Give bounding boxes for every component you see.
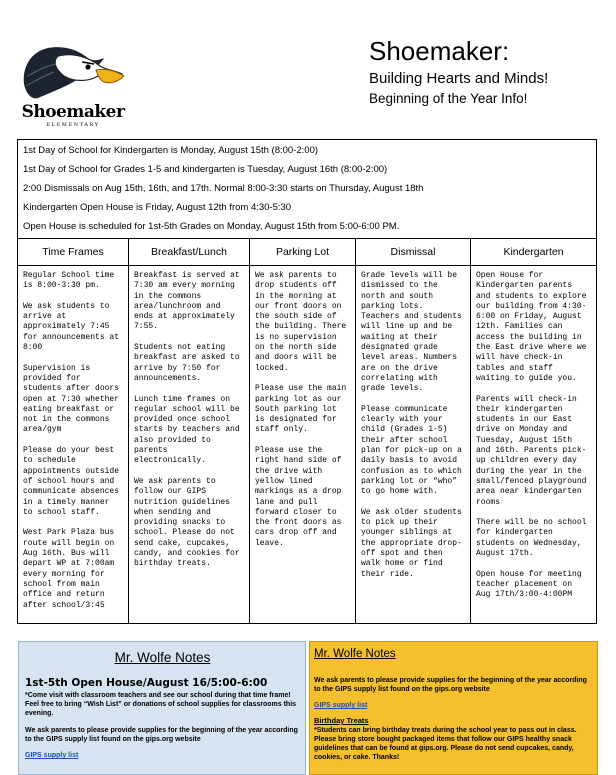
column-paragraph: Supervision is provided for students after doors open at 7:30 whether eating breakfast or not in the commons area/gym — [23, 363, 120, 435]
column-paragraph: Breakfast is served at 7:30 am every morning in the commons area/lunchroom and ends at approximately 7:55. — [134, 271, 240, 332]
column-paragraph: Please use the right hand side of the drive with yellow lined markings as a drop lane and pull forward closer to the front doors as cars drop off and leave. — [255, 446, 342, 548]
column-kindergarten — [471, 239, 596, 623]
column-header: Parking Lot — [250, 239, 355, 266]
column-paragraph: Grade levels will be dismissed to the north and south parking lots. Teachers and students will line up and be waiting at their designated grade level areas. Numbers are on the drive correlating with grade levels. — [361, 271, 462, 394]
column-body — [129, 266, 249, 580]
logo-subtitle: ELEMENTARY — [46, 122, 100, 128]
info-line: Open House is scheduled for 1st-5th Grades on Monday, August 15th from 5:00-6:00 PM. — [23, 221, 400, 232]
column-body — [250, 266, 355, 559]
open-house-heading: 1st-5th Open House/August 16/5:00-6:00 — [25, 677, 268, 689]
column-paragraph: Regular School time is 8:00-3:30 pm. — [23, 271, 115, 291]
page-title: Shoemaker: — [369, 36, 510, 66]
page-subtitle: Building Hearts and Minds! — [369, 70, 549, 87]
notes-panel-left — [18, 641, 306, 775]
notes-panel-right — [309, 641, 598, 775]
birthday-treats-heading: Birthday Treats — [314, 716, 369, 725]
info-columns — [17, 239, 597, 624]
column-paragraph: We ask parents to drop students off in the morning at our front doors on the south side of the building. There is no supervision on the north side and doors will be locked. — [255, 271, 347, 373]
notes-paragraph: We ask parents to please provide supplies for the beginning of the year according to the GIPS supply list found on the gips.org website — [314, 677, 587, 693]
column-paragraph: There will be no school for kindergarten students on Wednesday, August 17th. — [476, 518, 587, 559]
column-paragraph: We ask parents to follow our GIPS nutrition guidelines when sending and providing snacks to school. Please do not send cake, cupcakes, candy, and cookies for birthday treats. — [134, 476, 240, 569]
column-paragraph: West Park Plaza bus route will begin on Aug 16th. Bus will depart WP at 7:00am every morning for school from main office and return after school/3:45 — [23, 528, 115, 610]
info-line: 1st Day of School for Kindergarten is Monday, August 15th (8:00-2:00) — [23, 145, 319, 156]
column-paragraph: Please do your best to schedule appointments outside of school hours and communicate absences in a timely manner to school staff. — [23, 446, 120, 517]
column-paragraph: We ask students to arrive at approximately 7:45 for announcements at 8:00 — [23, 301, 120, 353]
gips-supply-list-link[interactable]: GIPS supply list — [25, 752, 79, 759]
column-paragraph: Please communicate clearly with your child (Grades 1-5) their after school plan for pick-up on a daily basis to avoid confusion as to which parking lot or “who” to go home with. — [361, 404, 462, 497]
column-paragraph: Open House for Kindergarten parents and students to explore our building from 4:30-6:00 on Friday, August 12th. Families can access the building in the East drive where we will have check-in tables and staff waiting to guide you. — [476, 271, 587, 383]
logo-name: Shoemaker — [21, 102, 125, 122]
column-header: Dismissal — [356, 239, 470, 266]
notes-paragraph: *Come visit with classroom teachers and see our school during that time frame! Feel free to bring “Wish List” or donations of school supplies for classrooms this evening. — [25, 692, 297, 717]
column-dismissal — [356, 239, 471, 623]
info-line: 1st Day of School for Grades 1-5 and kindergarten is Tuesday, August 16th (8:00-2:00) — [23, 164, 388, 175]
notes-heading: Mr. Wolfe Notes — [114, 650, 211, 665]
column-header: Breakfast/Lunch — [129, 239, 249, 266]
school-logo — [10, 40, 130, 140]
column-time-frames — [18, 239, 129, 623]
key-dates-box — [17, 139, 597, 239]
column-paragraph: Lunch time frames on regular school will be provided once school starts by teachers and also provided to parents electronically. — [134, 394, 240, 466]
column-paragraph: Parents will check-in their kindergarten students in our East drive on Monday and Tuesday, August 15th and 16th. Parents pick-up children every day during the year in the small/fenced playground area near kindergarten rooms — [476, 394, 587, 507]
column-paragraph: We ask older students to pick up their younger siblings at the appropriate drop-off spot and then walk home or find their ride. — [361, 507, 462, 579]
notes-paragraph: We ask parents to please provide supplies for the beginning of the year according to the GIPS supply list found on the gips.org website — [25, 727, 298, 743]
column-body — [471, 266, 596, 611]
column-paragraph: Open house for meeting teacher placement on Aug 17th/3:00-4:00PM — [476, 569, 582, 600]
info-line: 2:00 Dismissals on Aug 15th, 16th, and 17th. Normal 8:00-3:30 starts on Thursday, August 18th — [23, 183, 424, 194]
eagle-icon — [18, 40, 128, 106]
notes-heading: Mr. Wolfe Notes — [314, 648, 396, 660]
column-body — [18, 266, 128, 621]
column-header: Time Frames — [18, 239, 128, 266]
page-tagline: Beginning of the Year Info! — [369, 91, 528, 106]
gips-supply-list-link[interactable]: GIPS supply list — [314, 702, 368, 709]
column-body — [356, 266, 470, 590]
column-parking-lot — [250, 239, 356, 623]
info-line: Kindergarten Open House is Friday, August 12th from 4:30-5:30 — [23, 202, 292, 213]
column-header: Kindergarten — [471, 239, 596, 266]
column-breakfast-lunch — [129, 239, 250, 623]
column-paragraph: Students not eating breakfast are asked to arrive by 7:50 for announcements. — [134, 343, 240, 383]
column-paragraph: Please use the main parking lot as our South parking lot is designated for staff only. — [255, 384, 347, 435]
notes-paragraph: *Students can bring birthday treats during the school year to pass out in class. Please bring store bought packaged items that follow our GIPS healthy snack guidelines that can be found at gips.org. Please do not send cupcakes, candy, cookies, or cake. Thanks! — [314, 727, 577, 761]
